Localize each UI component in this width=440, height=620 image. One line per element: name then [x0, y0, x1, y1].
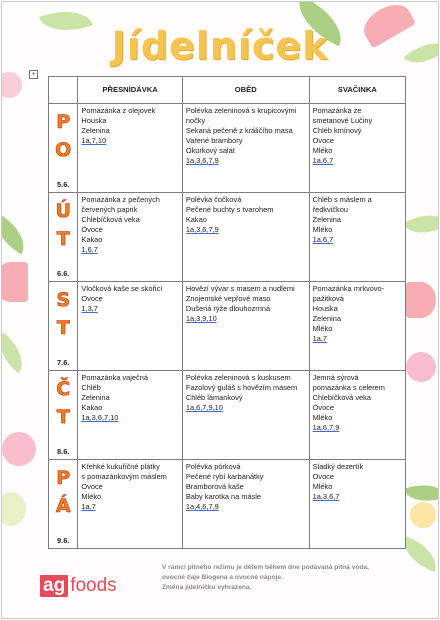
menu-item: Polévka zeleninová s krupicovými	[185, 106, 297, 115]
menu-item: Jemná sýrová	[312, 373, 359, 382]
menu-item: Bramborová kaše	[185, 482, 244, 491]
column-header: OBĚD	[182, 77, 309, 104]
menu-item: Chléb lámankový	[185, 393, 243, 402]
menu-item: Dušená rýže dlouhozrnná	[185, 304, 271, 313]
menu-item: Ovoce	[81, 482, 103, 491]
menu-item: nočky	[185, 116, 206, 125]
day-letter: T	[56, 406, 70, 428]
menu-item: Mléko	[312, 146, 333, 155]
allergens: 1,3,7	[81, 304, 98, 313]
menu-item: Chlebíčková veka	[312, 393, 371, 402]
lemon-decoration	[410, 502, 436, 528]
snack-pm-cell	[309, 193, 405, 282]
menu-item: Pečené rybí karbanátky	[185, 472, 264, 481]
menu-item: Pomazánka mrkvovo-	[312, 284, 385, 293]
allergens: 1a,6,7,9,10	[185, 403, 223, 412]
lunch-cell	[182, 282, 309, 371]
menu-item: Pomazánka z olejovek	[81, 106, 156, 115]
day-letter: S	[56, 289, 71, 311]
menu-item: Ovoce	[312, 472, 334, 481]
logo-wordmark: foods	[70, 575, 117, 596]
day-letter: Á	[55, 495, 71, 517]
footer-line: Změna jídelníčku vyhrazena.	[162, 584, 252, 591]
column-header: SVAČINKA	[309, 77, 405, 104]
ice-cream-decoration	[406, 352, 436, 382]
menu-item: Mléko	[312, 413, 333, 422]
menu-item: Zelenina	[81, 393, 110, 402]
menu-item: Ovoce	[312, 136, 334, 145]
menu-item: Chléb s máslem a	[312, 195, 372, 204]
allergens: 1a,3,9,10	[185, 314, 217, 323]
column-header: PŘESNÍDÁVKA	[78, 77, 182, 104]
day-date: 6.6.	[57, 269, 70, 278]
snack-pm-cell	[309, 371, 405, 460]
snack-am-cell	[78, 460, 182, 549]
day-letter: P	[56, 467, 71, 489]
watermelon-decoration	[406, 282, 436, 318]
menu-item: Pomazánka z pečených	[81, 195, 160, 204]
table-row	[49, 193, 406, 282]
day-cell	[49, 371, 78, 460]
day-cell	[49, 460, 78, 549]
allergens: 1a,3,6,7	[312, 492, 340, 501]
allergens: 1a,7	[81, 502, 96, 511]
snack-pm-cell	[309, 460, 405, 549]
menu-item: Chléb	[81, 383, 101, 392]
menu-item: Fazolový guláš s hovězím masem	[185, 383, 298, 392]
menu-item: Ovoce	[312, 403, 334, 412]
day-date: 8.6.	[57, 447, 70, 456]
snack-pm-cell	[309, 104, 405, 193]
menu-item: Sladký dezertík	[312, 462, 364, 471]
footer-line: ovocné čaje Biogena a ovocné nápoje.	[162, 574, 283, 581]
allergens: 1a,7	[312, 334, 328, 343]
menu-item: Houska	[312, 304, 338, 313]
menu-item: Ovoce	[81, 294, 103, 303]
menu-item: pažitková	[312, 294, 344, 303]
logo-mark: ag	[40, 575, 68, 597]
day-date: 9.6.	[57, 536, 70, 545]
allergens: 1a,3,6,7,9	[185, 156, 219, 165]
menu-item: Kakao	[81, 403, 103, 412]
menu-item: Pečené buchty s tvarohem	[185, 205, 274, 214]
menu-item: Sekaná pečeně z králičího masa	[185, 126, 293, 135]
table-row	[49, 104, 406, 193]
menu-item: Křehké kukuřičné plátky	[81, 462, 160, 471]
lunch-cell	[182, 460, 309, 549]
table-move-handle[interactable]: +	[29, 70, 38, 79]
footer-line: V rámci pitného režimu je dětem během dne podávaná pitná voda,	[162, 564, 370, 571]
allergens: 1a,6,7	[312, 235, 334, 244]
menu-page	[1, 1, 439, 619]
allergens: 1a,3,6,7,10	[81, 413, 119, 422]
menu-item: Hovězí vývar s masem a nudlemi	[185, 284, 295, 293]
snack-pm-cell	[309, 282, 405, 371]
ice-cream-decoration	[2, 432, 36, 466]
snack-am-cell	[78, 193, 182, 282]
day-letter: P	[56, 111, 71, 133]
allergens: 1,6,7	[81, 245, 98, 254]
table-row	[49, 282, 406, 371]
allergens: 1a,6,7	[312, 156, 334, 165]
menu-item: Znojemské vepřové maso	[185, 294, 271, 303]
menu-item: Polévka čočková	[185, 195, 242, 204]
day-letter: O	[55, 139, 72, 161]
day-cell	[49, 282, 78, 371]
menu-item: Kakao	[185, 215, 207, 224]
menu-item: Chléb kmínový	[312, 126, 362, 135]
menu-item: červených paprik	[81, 205, 138, 214]
allergens: 1a,3,6,7,9	[185, 225, 219, 234]
menu-item: Kakao	[81, 235, 103, 244]
menu-item: Mléko	[312, 324, 333, 333]
menu-item: Zelenina	[312, 215, 341, 224]
day-date: 5.6.	[57, 180, 70, 189]
menu-item: Mléko	[81, 492, 102, 501]
day-letter: T	[56, 317, 70, 339]
leaf-decoration	[1, 214, 33, 255]
menu-item: Zelenina	[81, 126, 110, 135]
leaf-decoration	[403, 204, 439, 245]
day-letter: Ú	[55, 200, 71, 222]
day-cell	[49, 104, 78, 193]
menu-item: Houska	[81, 116, 107, 125]
menu-item: Polévka pórková	[185, 462, 241, 471]
menu-item: Mléko	[312, 225, 333, 234]
day-letter: T	[56, 228, 70, 250]
day-header	[49, 77, 78, 104]
pear-decoration	[1, 492, 26, 526]
footer-note	[162, 563, 432, 593]
lunch-cell	[182, 371, 309, 460]
menu-item: Pomazánka ze	[312, 106, 362, 115]
menu-item: Vařené brambory	[185, 136, 243, 145]
menu-item: Zelenina	[312, 314, 341, 323]
allergens: 1a,7,10	[81, 136, 107, 145]
menu-item: Mléko	[312, 482, 333, 491]
agfoods-logo	[40, 574, 117, 598]
menu-item: Baby karotka na másle	[185, 492, 262, 501]
day-letter: Č	[56, 378, 71, 400]
menu-item: Okurkový salát	[185, 146, 235, 155]
menu-item: Pomazánka vaječná	[81, 373, 148, 382]
lunch-cell	[182, 193, 309, 282]
menu-item: ředkvičkou	[312, 205, 348, 214]
table-row	[49, 371, 406, 460]
menu-item: pomazánka s celerem	[312, 383, 385, 392]
snack-am-cell	[78, 371, 182, 460]
menu-item: Vločková kaše se skořicí	[81, 284, 163, 293]
watermelon-decoration	[1, 262, 28, 302]
snack-am-cell	[78, 282, 182, 371]
day-cell	[49, 193, 78, 282]
menu-item: smetanové Lučiny	[312, 116, 373, 125]
ice-cream-decoration	[1, 72, 22, 98]
menu-item: Polévka zeleninová s kuskusem	[185, 373, 291, 382]
snack-am-cell	[78, 104, 182, 193]
leaf-decoration	[1, 332, 33, 373]
menu-table	[48, 76, 406, 549]
menu-item: Chlebíčková veka	[81, 215, 140, 224]
menu-item: s pomazánkovým máslem	[81, 472, 167, 481]
allergens: 1a,6,7,9	[312, 423, 340, 432]
allergens: 1a,4,6,7,9	[185, 502, 219, 511]
lunch-cell	[182, 104, 309, 193]
page-title: Jídelníček	[111, 24, 329, 68]
table-row	[49, 460, 406, 549]
day-date: 7.6.	[57, 358, 70, 367]
table-header-row	[49, 77, 406, 104]
menu-item: Ovoce	[81, 225, 103, 234]
